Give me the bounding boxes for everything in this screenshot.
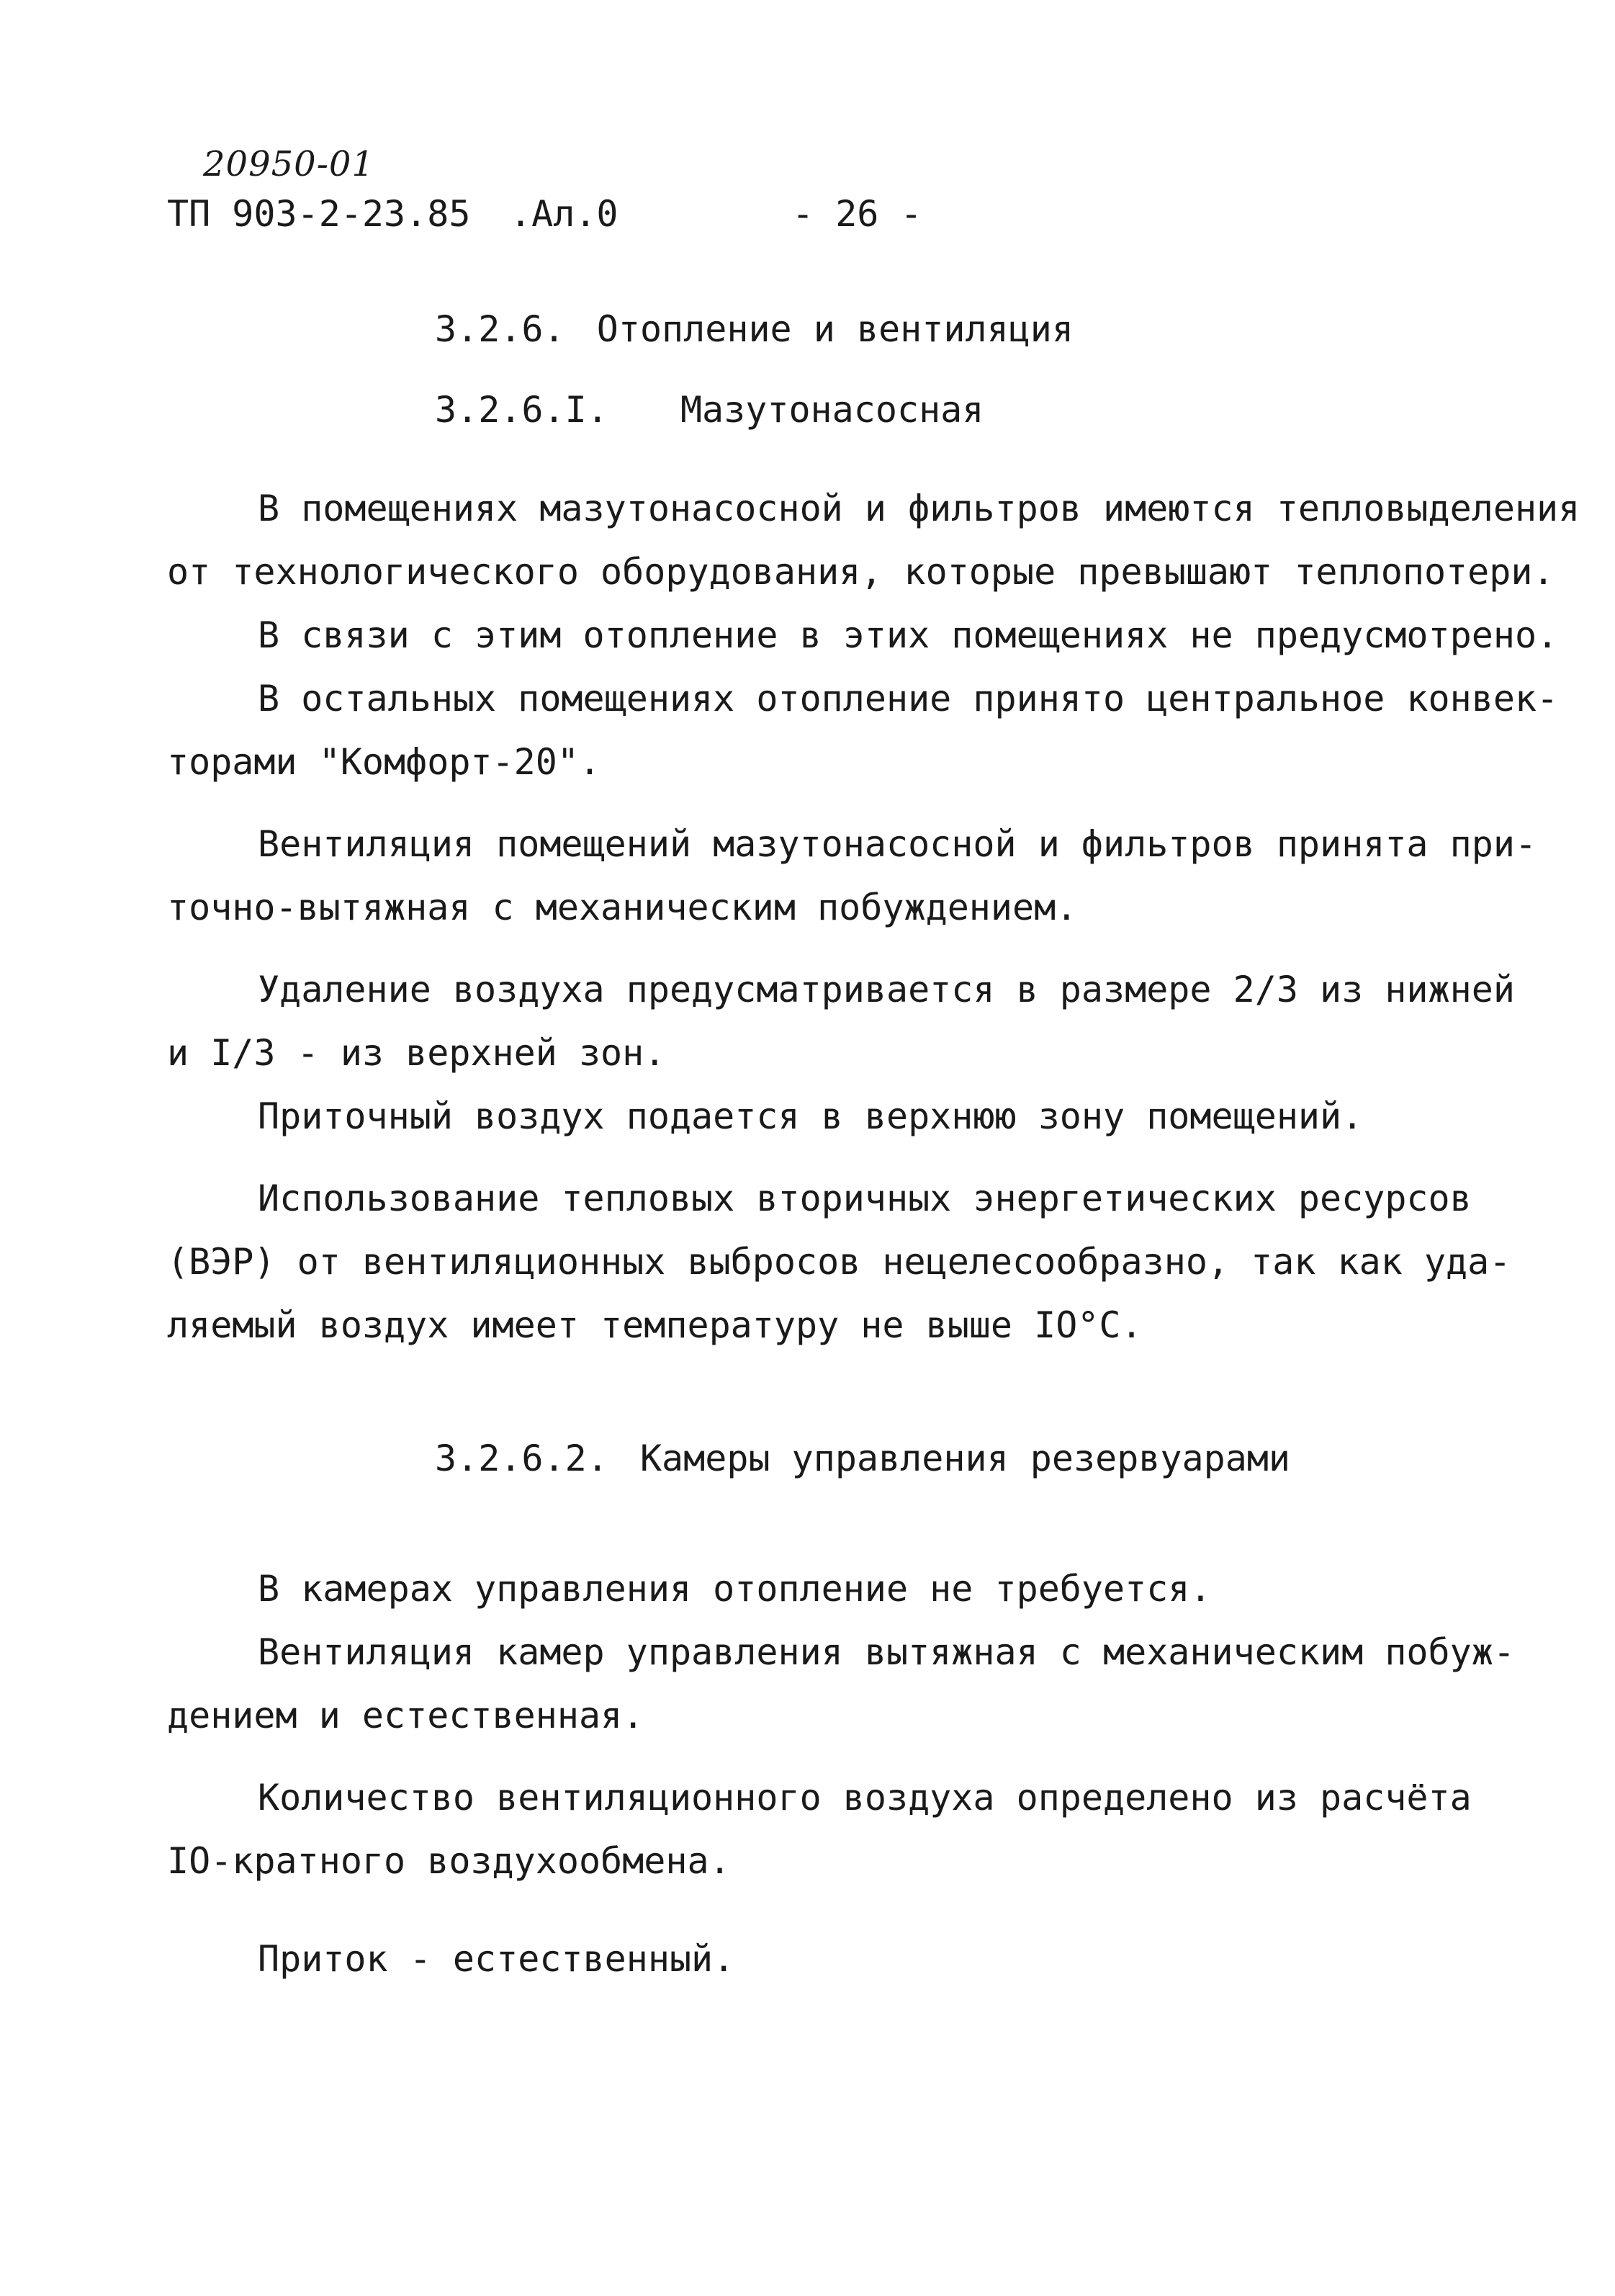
paragraph-line: от технологического оборудования, которые превышают теплопотери. bbox=[167, 551, 1555, 593]
paragraph-line: (ВЭР) от вентиляционных выбросов нецелесообразно, так как уда- bbox=[167, 1241, 1511, 1283]
paragraph-line: Приток - естественный. bbox=[258, 1938, 735, 1980]
paragraph-line: Использование тепловых вторичных энергетических ресурсов bbox=[258, 1178, 1472, 1219]
subsection-title: Мазутонасосная bbox=[680, 389, 984, 431]
subsection-number: 3.2.6.I. bbox=[435, 389, 608, 431]
section-number: 3.2.6. bbox=[435, 308, 565, 350]
section-heading bbox=[435, 308, 1074, 350]
doc-code: ТП 903-2-23.85 bbox=[167, 193, 471, 235]
paragraph-line: В камерах управления отопление не требуется. bbox=[258, 1568, 1212, 1610]
subsection-heading bbox=[435, 1438, 1290, 1479]
page-number: - 26 - bbox=[792, 193, 922, 235]
paragraph-line: В связи с этим отопление в этих помещениях не предусмотрено. bbox=[258, 614, 1559, 656]
paragraph-line: Приточный воздух подается в верхнюю зону помещений. bbox=[258, 1095, 1364, 1137]
handwritten-number: 20950-01 bbox=[203, 144, 374, 184]
paragraph-line: ляемый воздух имеет температуру не выше IO°C. bbox=[167, 1304, 1143, 1346]
paragraph-line: точно-вытяжная с механическим побуждением. bbox=[167, 887, 1078, 928]
page-header bbox=[167, 193, 1535, 243]
subsection-number: 3.2.6.2. bbox=[435, 1438, 608, 1479]
paragraph-line: IO-кратного воздухообмена. bbox=[167, 1840, 731, 1882]
paragraph-line: Количество вентиляционного воздуха определено из расчёта bbox=[258, 1777, 1472, 1819]
paragraph-line: Вентиляция камер управления вытяжная с механическим побуж- bbox=[258, 1631, 1515, 1673]
paragraph-line: торами "Комфорт-20". bbox=[167, 741, 601, 783]
subsection-heading bbox=[435, 389, 984, 431]
album-number: .Ал.0 bbox=[510, 193, 618, 235]
paragraph-line: В помещениях мазутонасосной и фильтров имеются тепловыделения bbox=[258, 488, 1580, 529]
subsection-title: Камеры управления резервуарами bbox=[639, 1438, 1291, 1479]
paragraph-line: Удаление воздуха предусматривается в размере 2/3 из нижней bbox=[258, 969, 1515, 1010]
paragraph-line: дением и естественная. bbox=[167, 1695, 644, 1736]
paragraph-line: В остальных помещениях отопление принято центральное конвек- bbox=[258, 678, 1559, 719]
section-title: Отопление и вентиляция bbox=[596, 308, 1074, 350]
paragraph-line: Вентиляция помещений мазутонасосной и фильтров принята при- bbox=[258, 823, 1537, 865]
paragraph-line: и I/3 - из верхней зон. bbox=[167, 1032, 666, 1074]
